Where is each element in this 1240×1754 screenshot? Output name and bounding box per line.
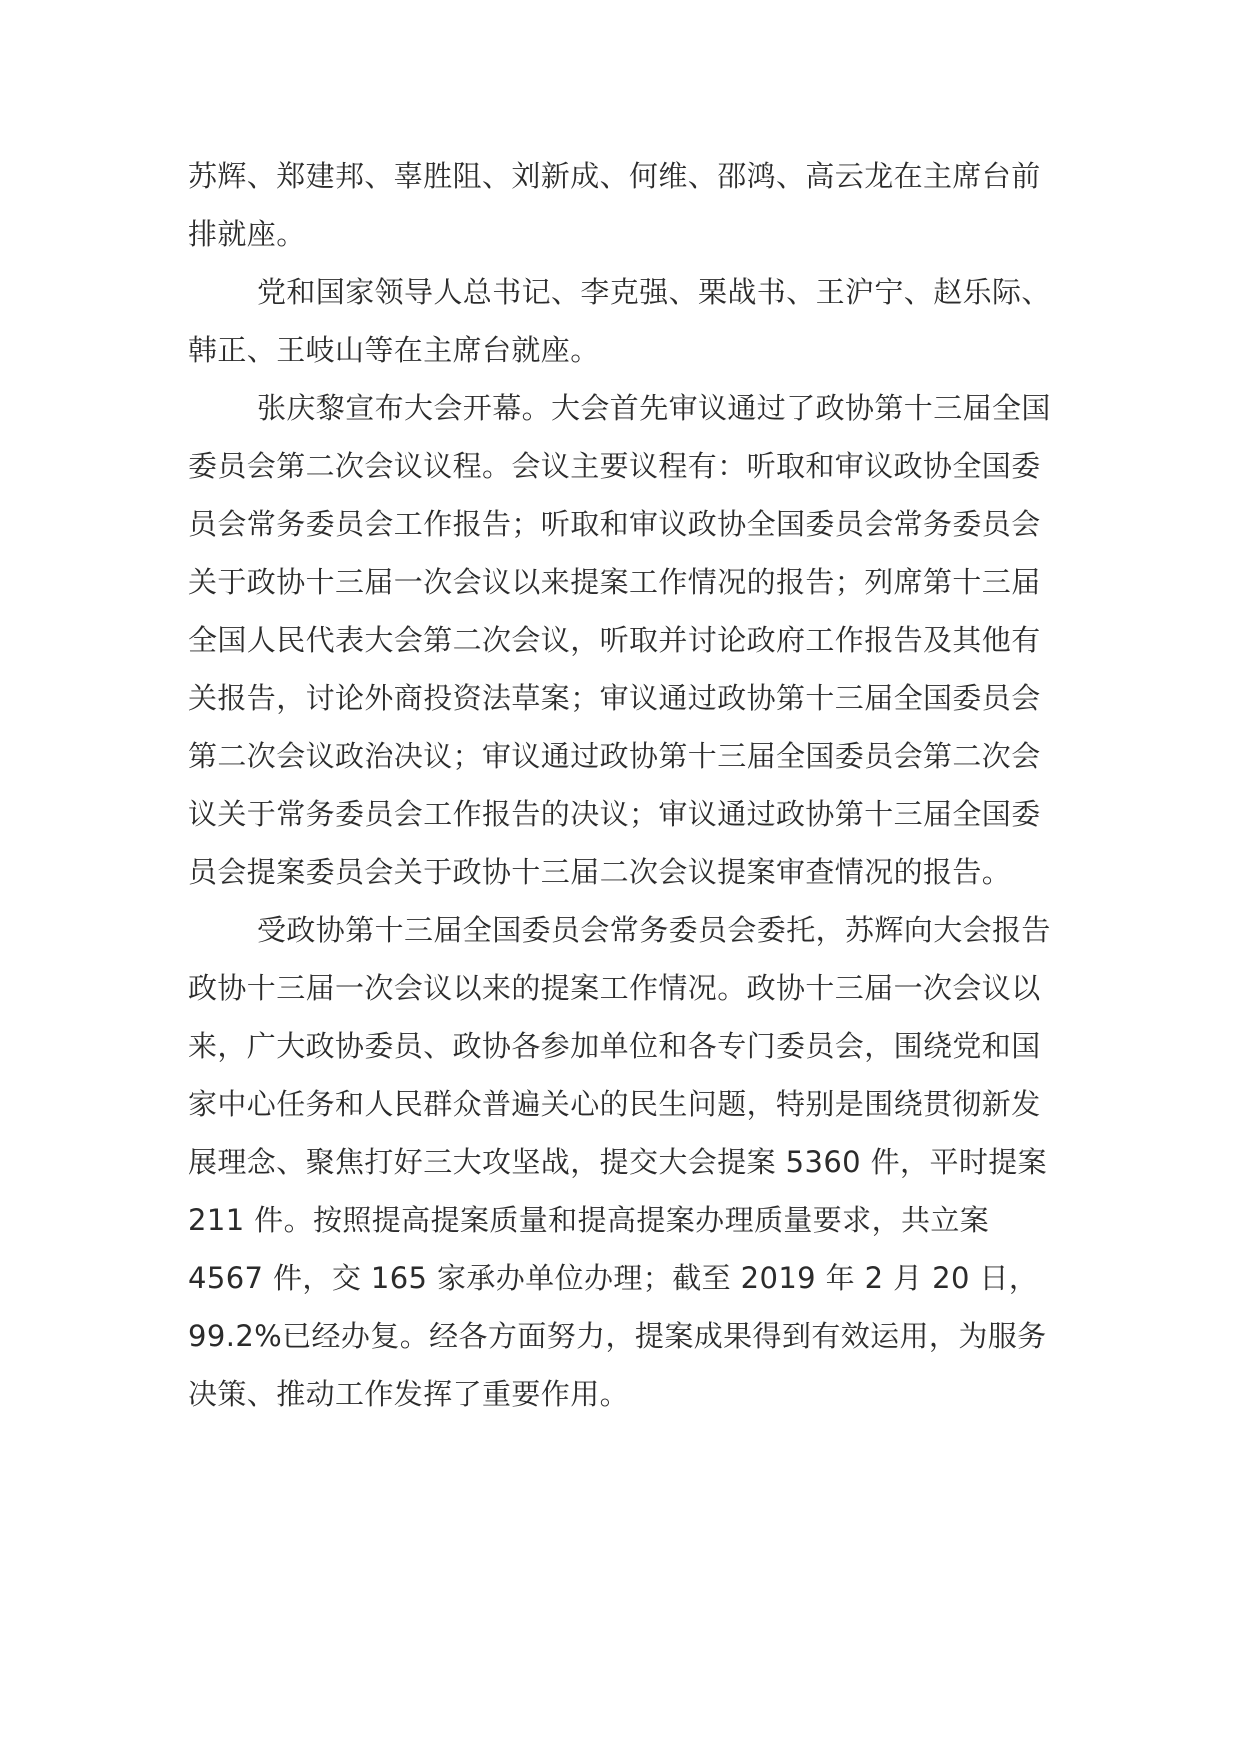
paragraph-4-line-7: 4567 件，交 165 家承办单位办理；截至 2019 年 2 月 20 日， <box>188 1261 1039 1295</box>
paragraph-4-line-8: 99.2%已经办复。经各方面努力，提案成果得到有效运用，为服务 <box>188 1319 1047 1353</box>
paragraph-1-line-2: 排就座。 <box>188 217 306 251</box>
paragraph-3-line-7: 第二次会议政治决议；审议通过政协第十三届全国委员会第二次会 <box>188 739 1041 773</box>
paragraph-3-line-1: 张庆黎宣布大会开幕。大会首先审议通过了政协第十三届全国 <box>257 391 1051 425</box>
paragraph-3-line-9: 员会提案委员会关于政协十三届二次会议提案审查情况的报告。 <box>188 855 1012 889</box>
paragraph-4-line-4: 家中心任务和人民群众普遍关心的民生问题，特别是围绕贯彻新发 <box>188 1087 1041 1121</box>
paragraph-1-line-1: 苏辉、郑建邦、辜胜阻、刘新成、何维、邵鸿、高云龙在主席台前 <box>188 159 1041 193</box>
paragraph-3-line-6: 关报告，讨论外商投资法草案；审议通过政协第十三届全国委员会 <box>188 681 1041 715</box>
paragraph-3-line-2: 委员会第二次会议议程。会议主要议程有：听取和审议政协全国委 <box>188 449 1041 483</box>
paragraph-3-line-5: 全国人民代表大会第二次会议，听取并讨论政府工作报告及其他有 <box>188 623 1041 657</box>
paragraph-3-line-3: 员会常务委员会工作报告；听取和审议政协全国委员会常务委员会 <box>188 507 1041 541</box>
paragraph-2-line-1: 党和国家领导人总书记、李克强、栗战书、王沪宁、赵乐际、 <box>257 275 1051 309</box>
paragraph-4-line-6: 211 件。按照提高提案质量和提高提案办理质量要求，共立案 <box>188 1203 990 1237</box>
paragraph-2-line-2: 韩正、王岐山等在主席台就座。 <box>188 333 600 367</box>
paragraph-4-line-5: 展理念、聚焦打好三大攻坚战，提交大会提案 5360 件，平时提案 <box>188 1145 1048 1179</box>
paragraph-4-line-1: 受政协第十三届全国委员会常务委员会委托，苏辉向大会报告 <box>257 913 1051 947</box>
paragraph-4-line-3: 来，广大政协委员、政协各参加单位和各专门委员会，围绕党和国 <box>188 1029 1041 1063</box>
paragraph-3-line-8: 议关于常务委员会工作报告的决议；审议通过政协第十三届全国委 <box>188 797 1041 831</box>
paragraph-3-line-4: 关于政协十三届一次会议以来提案工作情况的报告；列席第十三届 <box>188 565 1041 599</box>
paragraph-4-line-9: 决策、推动工作发挥了重要作用。 <box>188 1377 630 1411</box>
paragraph-4-line-2: 政协十三届一次会议以来的提案工作情况。政协十三届一次会议以 <box>188 971 1041 1005</box>
